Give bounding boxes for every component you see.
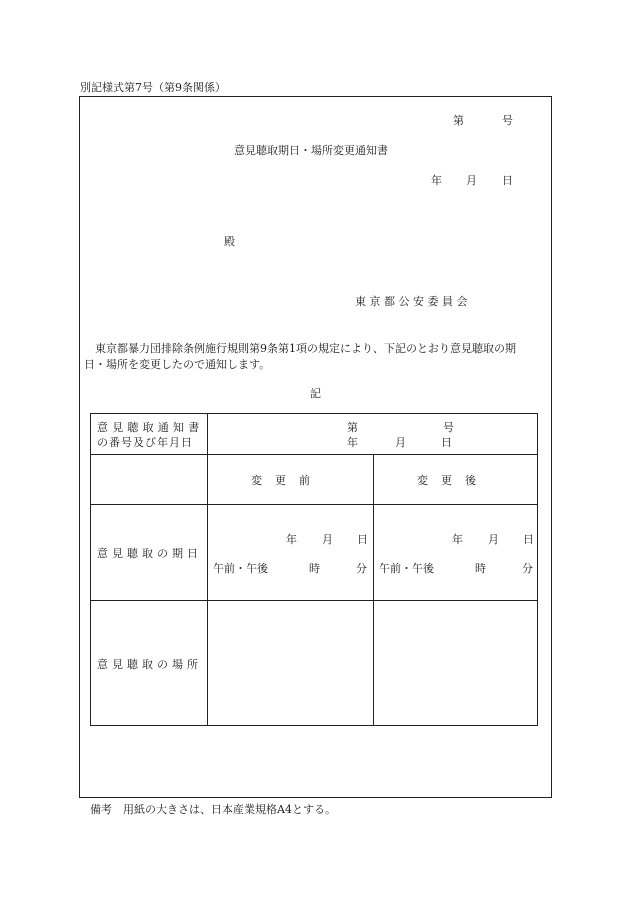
body-text-line1: 東京都暴力団排除条例施行規則第9条第1項の規定により、下記のとおり意見聴取の期 — [95, 342, 516, 355]
row1-label-line2: の番号及び年月日 — [97, 436, 193, 449]
addressee-suffix: 殿 — [224, 235, 235, 248]
date-label: 意見聴取の期日 — [97, 547, 202, 560]
table-rule — [373, 454, 374, 725]
doc-date-year: 年 — [431, 174, 442, 187]
before-ji: 時 — [309, 562, 320, 575]
after-nen: 年 — [452, 533, 463, 546]
ki-label: 記 — [310, 387, 321, 400]
issuer: 東 京 都 公 安 委 員 会 — [355, 295, 468, 308]
after-fun: 分 — [522, 562, 533, 575]
table-rule — [91, 454, 537, 455]
after-header: 変 更 後 — [417, 474, 477, 487]
row1-nen: 年 — [347, 436, 358, 449]
after-tsuki: 月 — [488, 533, 499, 546]
doc-number-go: 号 — [502, 114, 513, 127]
table-rule — [91, 504, 537, 505]
row1-go: 号 — [443, 421, 454, 434]
footnote: 備考 用紙の大きさは、日本産業規格A4とする。 — [90, 803, 336, 816]
before-hi: 日 — [357, 533, 368, 546]
row1-dai: 第 — [347, 421, 358, 434]
after-ji: 時 — [475, 562, 486, 575]
notice-table — [90, 413, 538, 726]
table-rule — [207, 414, 208, 725]
doc-date-day: 日 — [502, 174, 513, 187]
before-tsuki: 月 — [322, 533, 333, 546]
form-label: 別記様式第7号（第9条関係） — [80, 81, 226, 94]
doc-number-dai: 第 — [453, 114, 464, 127]
row1-label-line1: 意見聴取通知書 — [97, 421, 204, 434]
before-ampm: 午前・午後 — [213, 562, 268, 575]
before-header: 変 更 前 — [251, 474, 311, 487]
after-hi: 日 — [523, 533, 534, 546]
body-text-line2: 日・場所を変更したので通知します。 — [84, 358, 271, 371]
place-label: 意見聴取の場所 — [97, 658, 202, 671]
doc-date-month: 月 — [466, 174, 477, 187]
before-nen: 年 — [286, 533, 297, 546]
after-ampm: 午前・午後 — [379, 562, 434, 575]
row1-hi: 日 — [441, 436, 452, 449]
table-rule — [91, 600, 537, 601]
page-title: 意見聴取期日・場所変更通知書 — [234, 144, 388, 157]
before-fun: 分 — [356, 562, 367, 575]
row1-tsuki: 月 — [395, 436, 406, 449]
